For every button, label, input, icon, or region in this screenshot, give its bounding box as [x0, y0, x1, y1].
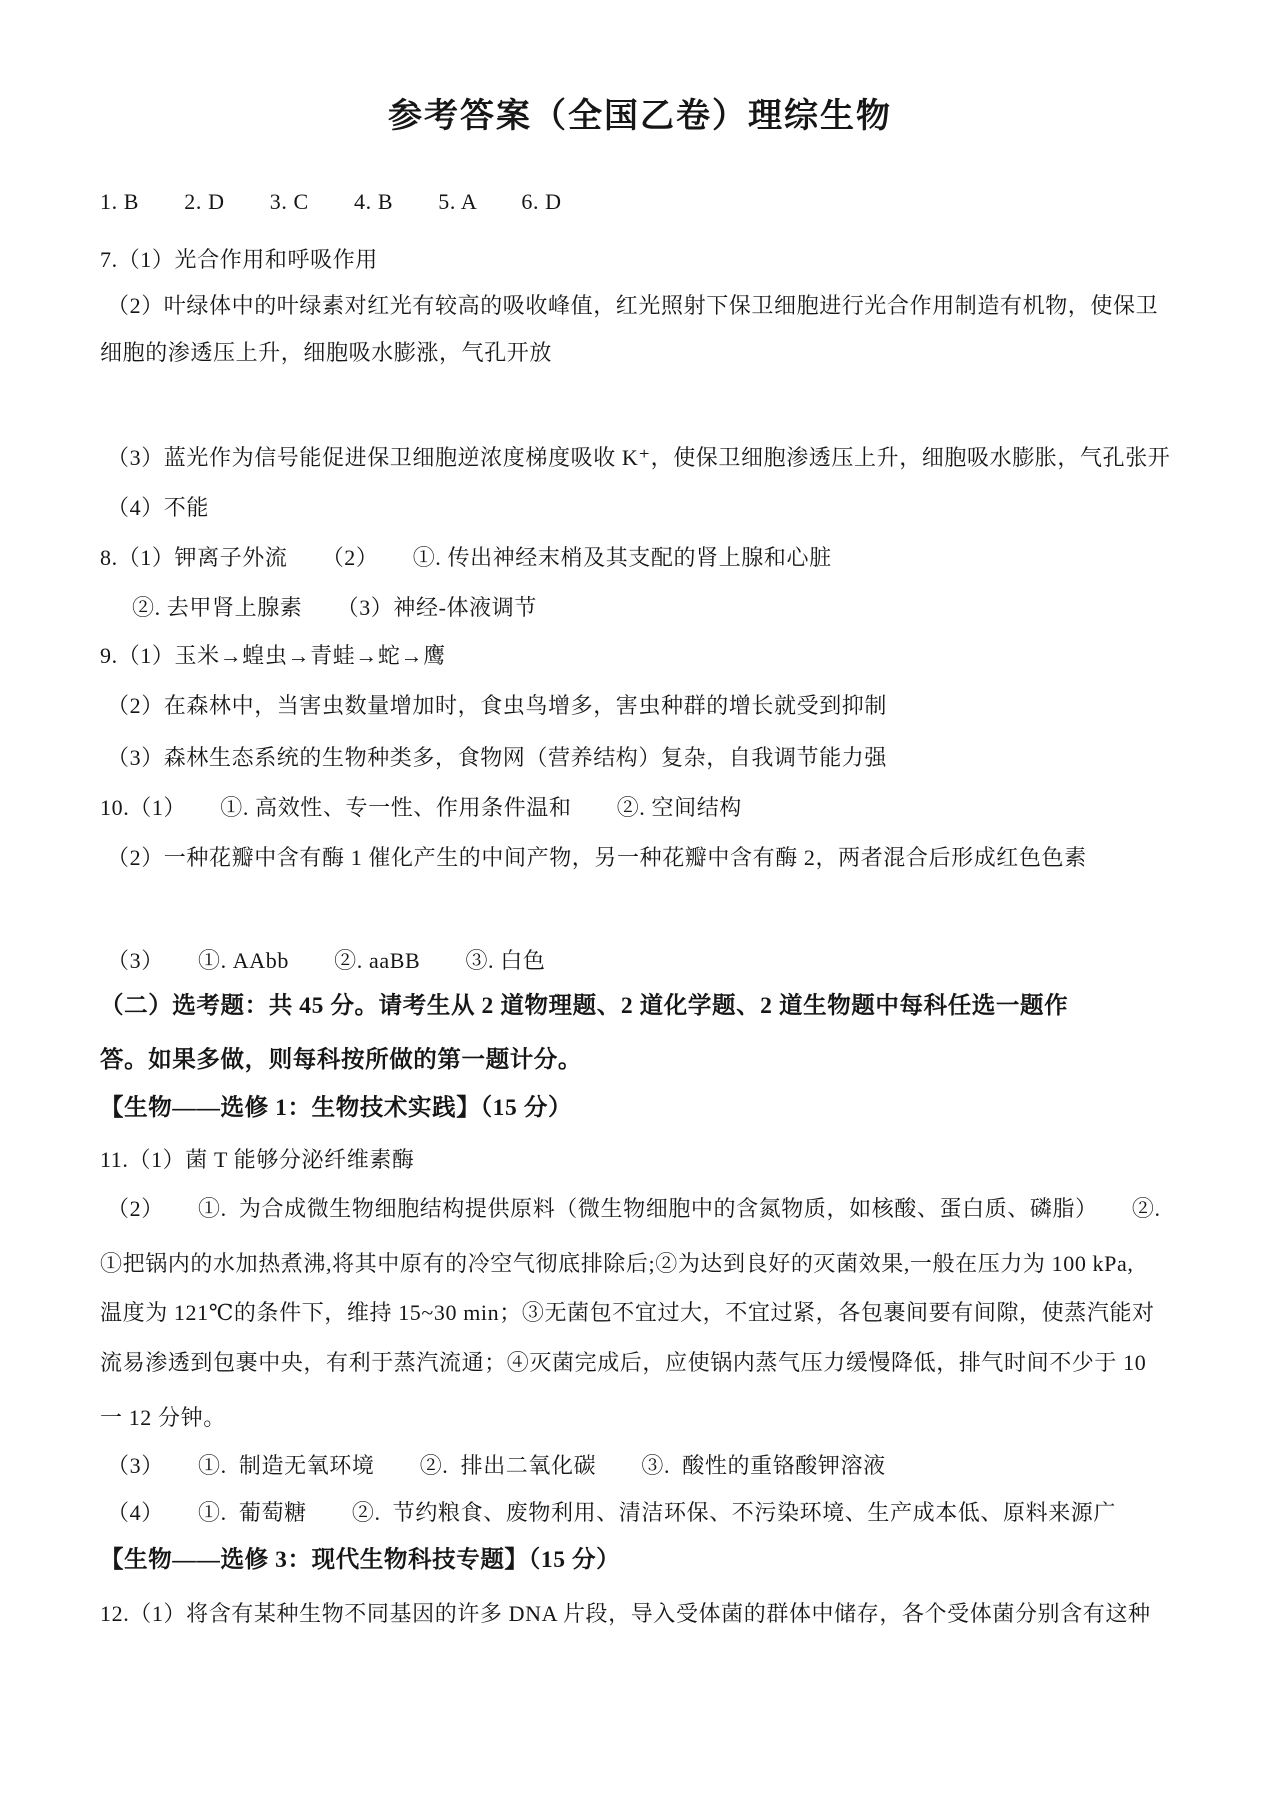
q7-part1: 7.（1）光合作用和呼吸作用	[100, 247, 378, 272]
q9-part2: （2）在森林中，当害虫数量增加时，食虫鸟增多，害虫种群的增长就受到抑制	[107, 693, 888, 718]
q7-part3: （3）蓝光作为信号能促进保卫细胞逆浓度梯度吸收 K⁺，使保卫细胞渗透压上升，细胞吸水膨胀，气孔张开	[107, 445, 1171, 470]
q10-part2: （2）一种花瓣中含有酶 1 催化产生的中间产物，另一种花瓣中含有酶 2，两者混合后形成红色色素	[107, 845, 1087, 870]
q7-part2-line2: 细胞的渗透压上升，细胞吸水膨涨，气孔开放	[100, 340, 553, 365]
q7-part2-line1: （2）叶绿体中的叶绿素对红光有较高的吸收峰值，红光照射下保卫细胞进行光合作用制造有机物，使保卫	[107, 293, 1159, 318]
page-title: 参考答案（全国乙卷）理综生物	[388, 98, 892, 135]
q8-part2-cont: ②. 去甲肾上腺素 （3）神经-体液调节	[132, 595, 537, 620]
q8-part1-2: 8.（1）钾离子外流 （2） ①. 传出神经末梢及其支配的肾上腺和心脏	[100, 545, 832, 570]
elective3-header: 【生物——选修 3：现代生物科技专题】（15 分）	[100, 1547, 621, 1573]
q9-part1-food-chain: 9.（1）玉米→蝗虫→青蛙→蛇→鹰	[100, 643, 446, 668]
q11-part4: （4） ①. 葡萄糖 ②. 节约粮食、废物利用、清洁环保、不污染环境、生产成本低、原料来源广	[107, 1500, 1117, 1525]
q10-part1: 10.（1） ①. 高效性、专一性、作用条件温和 ②. 空间结构	[100, 795, 742, 820]
q11-part2-line5: 一 12 分钟。	[100, 1405, 226, 1430]
q11-part2-line3: 温度为 121℃的条件下，维持 15~30 min；③无菌包不宜过大，不宜过紧，各包裹间要有间隙，使蒸汽能对	[100, 1300, 1155, 1325]
q7-part4: （4）不能	[107, 495, 210, 520]
q11-part2-line1: （2） ①. 为合成微生物细胞结构提供原料（微生物细胞中的含氮物质，如核酸、蛋白质、磷脂） ②.	[107, 1196, 1161, 1221]
q12-part1: 12.（1）将含有某种生物不同基因的许多 DNA 片段，导入受体菌的群体中储存，各个受体菌分别含有这种	[100, 1601, 1151, 1626]
multiple-choice-answers: 1. B 2. D 3. C 4. B 5. A 6. D	[100, 189, 562, 214]
q11-part1: 11.（1）菌 T 能够分泌纤维素酶	[100, 1147, 415, 1172]
q9-part3: （3）森林生态系统的生物种类多，食物网（营养结构）复杂，自我调节能力强	[107, 745, 888, 770]
elective1-header: 【生物——选修 1：生物技术实践】（15 分）	[100, 1095, 573, 1121]
q11-part2-line4: 流易渗透到包裹中央，有利于蒸汽流通；④灭菌完成后，应使锅内蒸气压力缓慢降低，排气时间不少于 10	[100, 1350, 1147, 1375]
section2-intro-line1: （二）选考题：共 45 分。请考生从 2 道物理题、2 道化学题、2 道生物题中每科任选一题作	[100, 993, 1069, 1019]
q11-part2-line2: ①把锅内的水加热煮沸,将其中原有的冷空气彻底排除后;②为达到良好的灭菌效果,一般在压力为 100 kPa,	[100, 1251, 1134, 1276]
q11-part3: （3） ①. 制造无氧环境 ②. 排出二氧化碳 ③. 酸性的重铬酸钾溶液	[107, 1453, 886, 1478]
q10-part3: （3） ①. AAbb ②. aaBB ③. 白色	[107, 948, 546, 973]
section2-intro-line2: 答。如果多做，则每科按所做的第一题计分。	[100, 1047, 582, 1073]
